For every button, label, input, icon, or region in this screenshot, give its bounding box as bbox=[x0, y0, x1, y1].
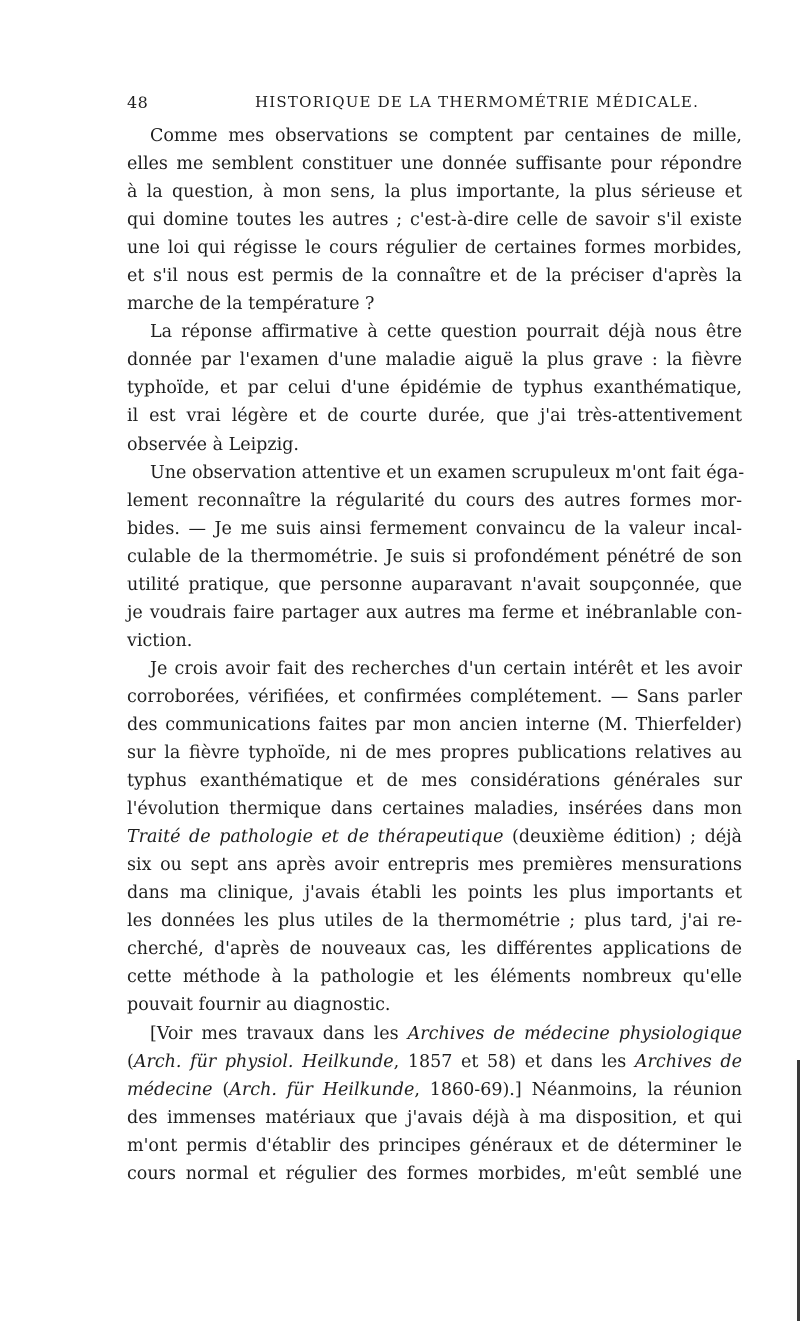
text-line: donnée par l'examen d'une maladie aiguë la plus grave : la fièvre bbox=[127, 350, 742, 371]
text-line: pouvait fournir au diagnostic. bbox=[127, 995, 391, 1016]
text-line: des communications faites par mon ancien interne (M. Thierfelder) bbox=[127, 714, 742, 735]
italic-segment: Arch. für physiol. Heilkunde bbox=[133, 1051, 394, 1072]
text-line: observée à Leipzig. bbox=[127, 434, 299, 455]
text-line bbox=[127, 823, 742, 851]
text-line: La réponse affirmative à cette question pourrait déjà nous être bbox=[150, 322, 742, 343]
italic-segment: médecine bbox=[127, 1079, 213, 1100]
text-line: marche de la température ? bbox=[127, 294, 375, 315]
italic-segment: Archives de bbox=[634, 1051, 742, 1072]
text-line: m'ont permis d'établir des principes généraux et de déterminer le bbox=[127, 1135, 742, 1156]
text-segment: ( bbox=[127, 1051, 134, 1072]
text-line: utilité pratique, que personne auparavant n'avait soupçonnée, que bbox=[127, 574, 742, 595]
text-segment: , 1860-69).] Néanmoins, la réunion bbox=[414, 1079, 742, 1100]
body-text bbox=[127, 122, 745, 1188]
italic-segment: Arch. für Heilkunde bbox=[229, 1079, 415, 1100]
text-line: une loi qui régisse le cours régulier de certaines formes morbides, bbox=[127, 238, 742, 259]
text-line: des immenses matériaux que j'avais déjà à ma disposition, et qui bbox=[127, 1107, 742, 1128]
text-line: cours normal et régulier des formes morbides, m'eût semblé une bbox=[127, 1163, 742, 1184]
text-line: Une observation attentive et un examen scrupuleux m'ont fait éga- bbox=[150, 462, 745, 483]
text-line: corroborées, vérifiées, et confirmées complétement. — Sans parler bbox=[127, 686, 742, 707]
text-line: à la question, à mon sens, la plus importante, la plus sérieuse et bbox=[127, 182, 742, 203]
text-line: je voudrais faire partager aux autres ma ferme et inébranlable con- bbox=[127, 602, 742, 623]
text-segment: , 1857 et 58) et dans les bbox=[393, 1051, 635, 1072]
text-line bbox=[127, 1076, 742, 1104]
page-number: 48 bbox=[127, 93, 149, 112]
text-line: typhus exanthématique et de mes considérations générales sur bbox=[127, 771, 742, 792]
text-segment: [Voir mes travaux dans les bbox=[150, 1023, 408, 1044]
running-title: HISTORIQUE DE LA THERMOMÉTRIE MÉDICALE. bbox=[255, 93, 700, 111]
text-segment: ( bbox=[212, 1079, 230, 1100]
text-line bbox=[127, 1020, 742, 1048]
text-line: elles me semblent constituer une donnée suffisante pour répondre bbox=[127, 154, 742, 175]
text-line bbox=[127, 1048, 742, 1076]
text-line: dans ma clinique, j'avais établi les points les plus importants et bbox=[127, 883, 742, 904]
text-line: viction. bbox=[127, 630, 193, 651]
text-line: les données les plus utiles de la thermométrie ; plus tard, j'ai re- bbox=[127, 911, 742, 932]
text-line: Je crois avoir fait des recherches d'un certain intérêt et les avoir bbox=[150, 658, 742, 679]
text-line: qui domine toutes les autres ; c'est-à-dire celle de savoir s'il existe bbox=[127, 210, 742, 231]
text-line: sur la fièvre typhoïde, ni de mes propres publications relatives au bbox=[127, 743, 742, 764]
text-line: cherché, d'après de nouveaux cas, les différentes applications de bbox=[127, 939, 742, 960]
italic-segment: Archives de médecine physiologique bbox=[407, 1023, 743, 1044]
text-line: six ou sept ans après avoir entrepris mes premières mensurations bbox=[127, 855, 742, 876]
text-line: l'évolution thermique dans certaines maladies, insérées dans mon bbox=[127, 799, 742, 820]
text-line: culable de la thermométrie. Je suis si profondément pénétré de son bbox=[127, 546, 742, 567]
text-line: bides. — Je me suis ainsi fermement convaincu de la valeur incal- bbox=[127, 518, 742, 539]
text-line: il est vrai légère et de courte durée, que j'ai très-attentivement bbox=[127, 406, 742, 427]
text-line: Comme mes observations se comptent par centaines de mille, bbox=[150, 126, 742, 146]
page-header bbox=[127, 93, 727, 119]
italic-segment: Traité de pathologie et de thérapeutique bbox=[127, 827, 504, 848]
text-line: lement reconnaître la régularité du cours des autres formes mor- bbox=[127, 490, 742, 511]
text-segment: (deuxième édition) ; déjà bbox=[503, 827, 742, 848]
text-line: typhoïde, et par celui d'une épidémie de typhus exanthématique, bbox=[127, 378, 742, 399]
text-line: et s'il nous est permis de la connaître et de la préciser d'après la bbox=[127, 266, 742, 287]
text-line: cette méthode à la pathologie et les éléments nombreux qu'elle bbox=[127, 967, 742, 988]
